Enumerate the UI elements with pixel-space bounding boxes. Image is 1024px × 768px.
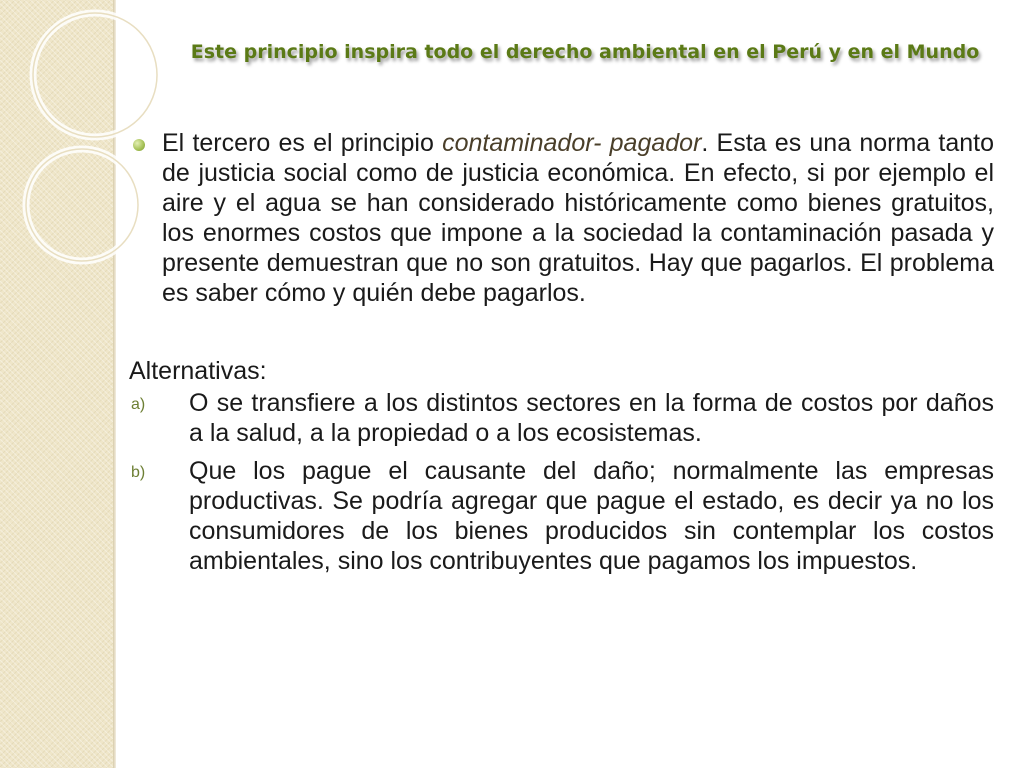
side-band-divider: [113, 0, 116, 768]
decorative-side-band: [0, 0, 113, 768]
paragraph-rest: . Esta es una norma tanto de justicia social como de justicia económica. En efecto, si por ejemplo el aire y el agua se han considerado históricamente como bienes gratuitos, los enormes costos que impone a la sociedad la contaminación pasada y presente demuestran que no son gratuitos. Hay que pagarlos. El problema es saber cómo y quién debe pagarlos.: [162, 129, 995, 307]
bullet-icon: [133, 139, 145, 151]
alternative-item-b: [124, 456, 994, 576]
alternative-marker: b): [131, 464, 146, 481]
alternative-item-a: [124, 388, 994, 448]
principle-term: contaminador- pagador: [442, 129, 702, 157]
alternatives-heading: Alternativas:: [129, 357, 267, 385]
alternative-text: Que los pague el causante del daño; normalmente las empresas productivas. Se podría agregar que pague el estado, es decir ya no los consumidores de los bienes producidos sin contemplar los costos ambientales, sino los contribuyentes que pagamos los impuestos.: [189, 457, 994, 575]
principle-paragraph: [124, 128, 994, 308]
alternative-marker: a): [131, 396, 146, 413]
slide-title: Este principio inspira todo el derecho ambiental en el Perú y en el Mundo: [190, 41, 980, 63]
slide-content: [124, 128, 994, 584]
paragraph-lead: El tercero es el principio: [162, 129, 443, 157]
alternative-text: O se transfiere a los distintos sectores en la forma de costos por daños a la salud, a la propiedad o a los ecosistemas.: [189, 389, 994, 447]
